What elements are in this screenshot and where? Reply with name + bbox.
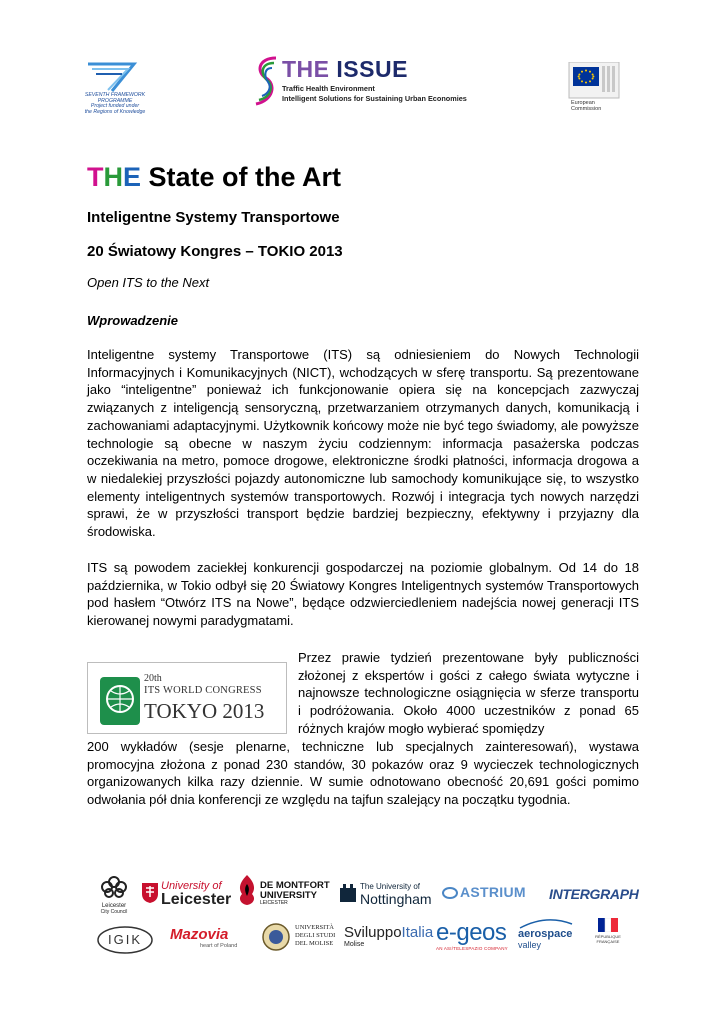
mazovia-tagline: heart of Poland xyxy=(200,943,238,949)
aerospace-valley-logo xyxy=(518,924,572,950)
leicester-city-council-logo xyxy=(97,876,131,916)
uol-line2: Leicester xyxy=(161,891,232,908)
congress-emblem-icon xyxy=(100,677,140,725)
mazovia-wordmark: Mazovia xyxy=(170,926,229,943)
french-flag-icon xyxy=(598,918,618,932)
uol-line1: University of xyxy=(161,880,222,892)
title-rest: State of the Art xyxy=(141,162,342,192)
aerospace-line1: aerospace xyxy=(518,928,573,940)
paragraph-intro: Inteligentne systemy Transportowe (ITS) są odniesieniem do Nowych Technologii Informacyjnych i Komunikacyjnych (NICT), wchodzących w sferę transportu. Są prezentowane jako “inteligentne” ponieważ ich funkcjonowanie opiera się na koncepcjach zazwyczaj związanych z inteligencją sensoryczną, przetwarzaniem otrzymanych danych, komunikacją i zachowaniami adaptacyjnymi. Użytkownik końcowy może nie być tego świadomy, ale powyższe technologie są obecne w naszym życiu codziennym: informacja pasażerska podczas oczekiwania na metro, pomoce drogowe, elektroniczne środki płatności, informacja drogowa a w niedalekiej przyszłości pojazdy autonomiczne lub samochody komunikujące się, to wszystko elementy inteligentnych systemów transportowych. Rozwój i integracja tych nowych narzędzi sprawi, że w przyszłości transport będzie bardziej bezpieczny, efektywny i przyjazny dla środowiska. xyxy=(87,347,639,540)
title-letter-h: H xyxy=(103,162,123,192)
paragraph-congress-wrapped: Przez prawie tydzień prezentowane były publiczności złożonej z ekspertów i gości z całego świata wytyczne i najnowsze technologiczne osiągnięcia w sferze transportu i podróżowania. Około 4000 uczestników z ponad 65 różnych krajów mogło wybierać spomiędzy xyxy=(298,650,639,736)
molise-seal-icon xyxy=(261,922,291,952)
astrium-wordmark: ASTRIUM xyxy=(460,884,526,900)
the-issue-subtitle-2: Intelligent Solutions for Sustaining Urban Economies xyxy=(282,94,467,103)
eu-flag-icon xyxy=(555,62,635,100)
lcc-name: Leicester xyxy=(101,903,127,909)
uon-line2: Nottingham xyxy=(360,891,432,907)
the-issue-issue: ISSUE xyxy=(336,56,408,82)
page-title xyxy=(87,161,639,193)
its-congress-tokyo-logo xyxy=(87,662,287,734)
igik-wordmark: IGIK xyxy=(107,932,142,947)
the-issue-the: THE xyxy=(282,56,330,82)
intergraph-logo xyxy=(549,886,639,902)
fp7-line: the Regions of Knowledge xyxy=(84,108,146,115)
italia-word: Italia xyxy=(401,924,434,941)
shield-icon xyxy=(141,882,159,904)
paragraph-congress-continued: 200 wykładów (sesje plenarne, techniczne lub specjalnych zainteresowań), wystawa promocyjna złożona z ponad 230 standów, 30 pokazów oraz 9 wycieczek technologicznych organizowanych kilka razy dziennie. W sumie odnotowano obecność 20,691 gości pomimo odwołania pół dnia konferencji ze względu na tajfun szalejący na początku tygodnia. xyxy=(87,739,639,808)
dmu-line3: LEICESTER xyxy=(260,900,288,906)
congress-edition: 20th xyxy=(144,673,162,684)
dmu-line2: UNIVERSITY xyxy=(260,890,318,901)
egeos-wordmark: e-geos xyxy=(436,919,507,946)
sviluppo-region: Molise xyxy=(344,941,365,948)
mazovia-logo xyxy=(170,926,237,949)
ec-line: Commission xyxy=(571,106,602,113)
tagline: Open ITS to the Next xyxy=(87,275,210,290)
egeos-tagline: AN ASI/TELESPAZIO COMPANY xyxy=(436,946,508,951)
lcc-sub: City Council xyxy=(100,909,128,915)
title-letter-t: T xyxy=(87,162,104,192)
the-issue-logo xyxy=(252,54,467,110)
republique-francaise-logo xyxy=(590,918,626,962)
molise-line2: DEGLI STUDI xyxy=(295,932,336,939)
uon-line1: The University of xyxy=(360,882,421,891)
congress-name: ITS WORLD CONGRESS xyxy=(144,685,262,696)
aerospace-swoosh-icon xyxy=(518,918,574,930)
title-letter-e: E xyxy=(123,162,142,192)
molise-line3: DEL MOLISE xyxy=(295,940,334,947)
fp7-logo xyxy=(82,58,148,122)
cinquefoil-icon xyxy=(100,876,128,898)
fp7-seven-icon xyxy=(82,58,148,92)
aerospace-line2: valley xyxy=(518,940,542,950)
flame-crest-icon xyxy=(236,874,258,906)
congress-city-year: TOKYO 2013 xyxy=(144,699,265,723)
paragraph-competition: ITS są powodem zaciekłej konkurencji gospodarczej na poziomie globalnym. Od 14 do 18 października, w Tokio odbył się 20 Światowy Kongres Inteligentnych systemów Transportowych pod hasłem “Otwórz ITS na Nowe”, będące odzwierciedleniem nadejścia nowej generacji ITS kierowanej nowymi paradygmatami. xyxy=(87,560,639,629)
subtitle-congress: 20 Światowy Kongres – TOKIO 2013 xyxy=(87,243,343,260)
the-issue-subtitle-1: Traffic Health Environment xyxy=(282,84,375,93)
dmu-line1: DE MONTFORT xyxy=(260,880,330,891)
rf-text: RÉPUBLIQUE FRANÇAISE xyxy=(595,934,621,944)
intergraph-wordmark: INTERGRAPH xyxy=(549,886,639,902)
european-commission-logo xyxy=(555,62,635,122)
s-ribbon-icon xyxy=(252,54,280,108)
molise-line1: UNIVERSITÀ xyxy=(295,924,334,931)
fp7-line: PROGRAMME xyxy=(97,97,133,104)
astrium-swoosh-icon xyxy=(442,886,458,900)
fp7-line: SEVENTH FRAMEWORK xyxy=(84,92,146,98)
section-heading: Wprowadzenie xyxy=(87,313,179,328)
sviluppo-italia-logo xyxy=(344,924,433,948)
ec-line: European xyxy=(571,100,595,106)
subtitle-its: Inteligentne Systemy Transportowe xyxy=(87,209,340,226)
the-issue-wordmark xyxy=(282,56,408,83)
fp7-line: Project funded under xyxy=(90,103,140,110)
sviluppo-word: Sviluppo xyxy=(344,924,402,941)
igik-logo xyxy=(96,925,154,955)
castle-icon xyxy=(338,880,358,904)
e-geos-logo xyxy=(436,920,508,951)
